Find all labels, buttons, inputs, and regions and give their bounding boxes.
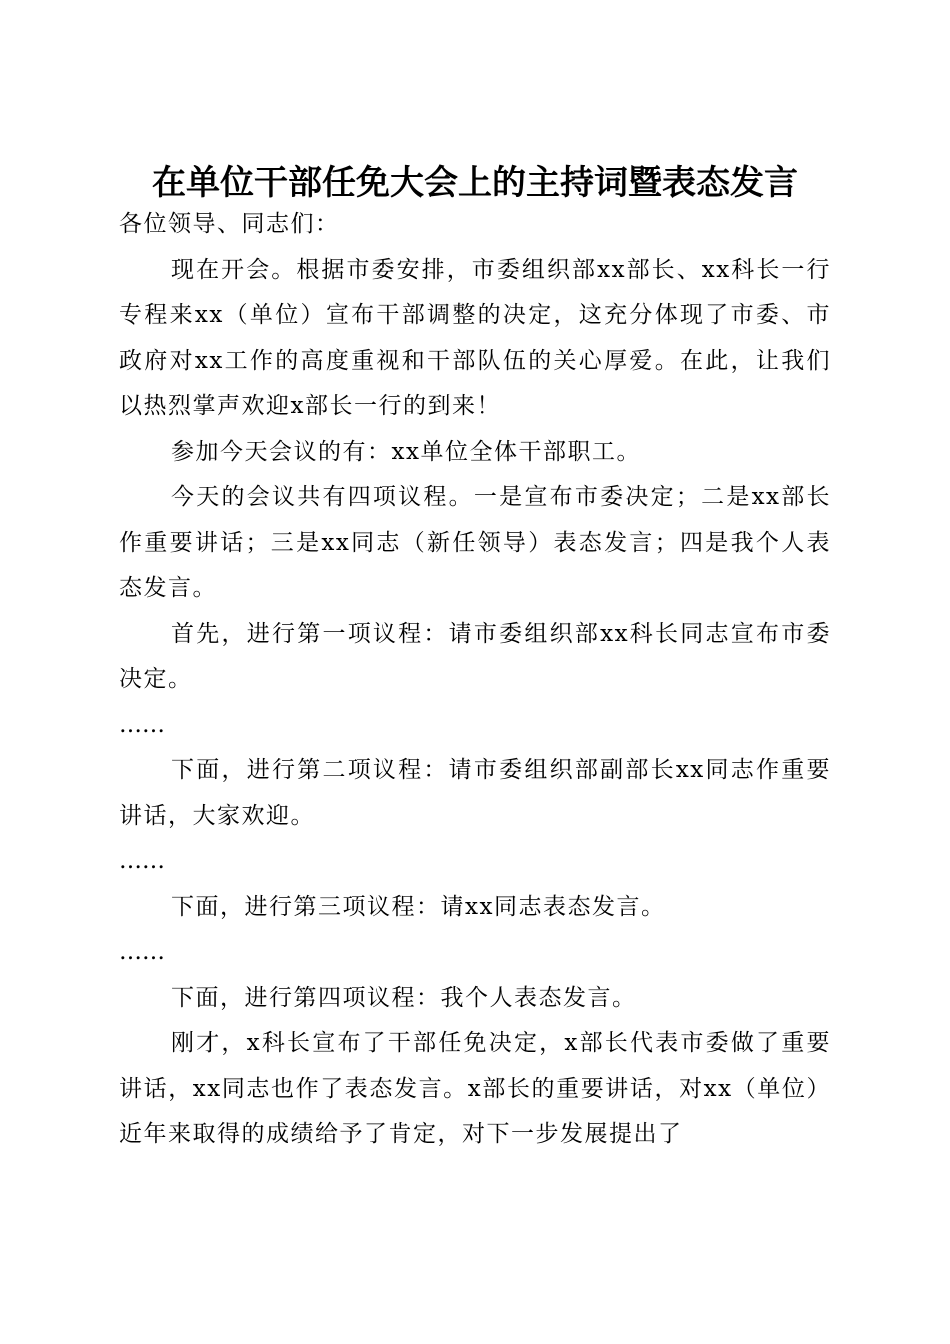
paragraph-attendees: 参加今天会议的有：xx单位全体干部职工。 (171, 438, 641, 465)
salutation: 各位领导、同志们： (119, 211, 340, 237)
ellipsis: …… (119, 939, 165, 965)
ellipsis: …… (119, 711, 165, 738)
paragraph-agenda-item-2: 下面，进行第二项议程：请市委组织部副部长xx同志作重要讲话，大家欢迎。 (119, 757, 831, 829)
document-body (119, 202, 831, 1158)
paragraph-opening: 现在开会。根据市委安排，市委组织部xx部长、xx科长一行专程来xx（单位）宣布干部调整的决定，这充分体现了市委、市政府对xx工作的高度重视和干部队伍的关心厚爱。在此，让我们以热烈掌声欢迎x部长一行的到来！ (119, 256, 831, 419)
paragraph-closing-remarks: 刚才，x科长宣布了干部任免决定，x部长代表市委做了重要讲话，xx同志也作了表态发言。x部长的重要讲话，对xx（单位）近年来取得的成绩给予了肯定，对下一步发展提出了 (119, 1030, 831, 1147)
ellipsis: …… (119, 848, 165, 874)
document-title: 在单位干部任免大会上的主持词暨表态发言 (152, 162, 798, 203)
paragraph-agenda: 今天的会议共有四项议程。一是宣布市委决定；二是xx部长作重要讲话；三是xx同志（新任领导）表态发言；四是我个人表态发言。 (119, 484, 831, 601)
paragraph-agenda-item-3: 下面，进行第三项议程：请xx同志表态发言。 (171, 893, 666, 920)
paragraph-agenda-item-4: 下面，进行第四项议程：我个人表态发言。 (171, 984, 637, 1011)
paragraph-agenda-item-1: 首先，进行第一项议程：请市委组织部xx科长同志宣布市委决定。 (119, 620, 831, 692)
